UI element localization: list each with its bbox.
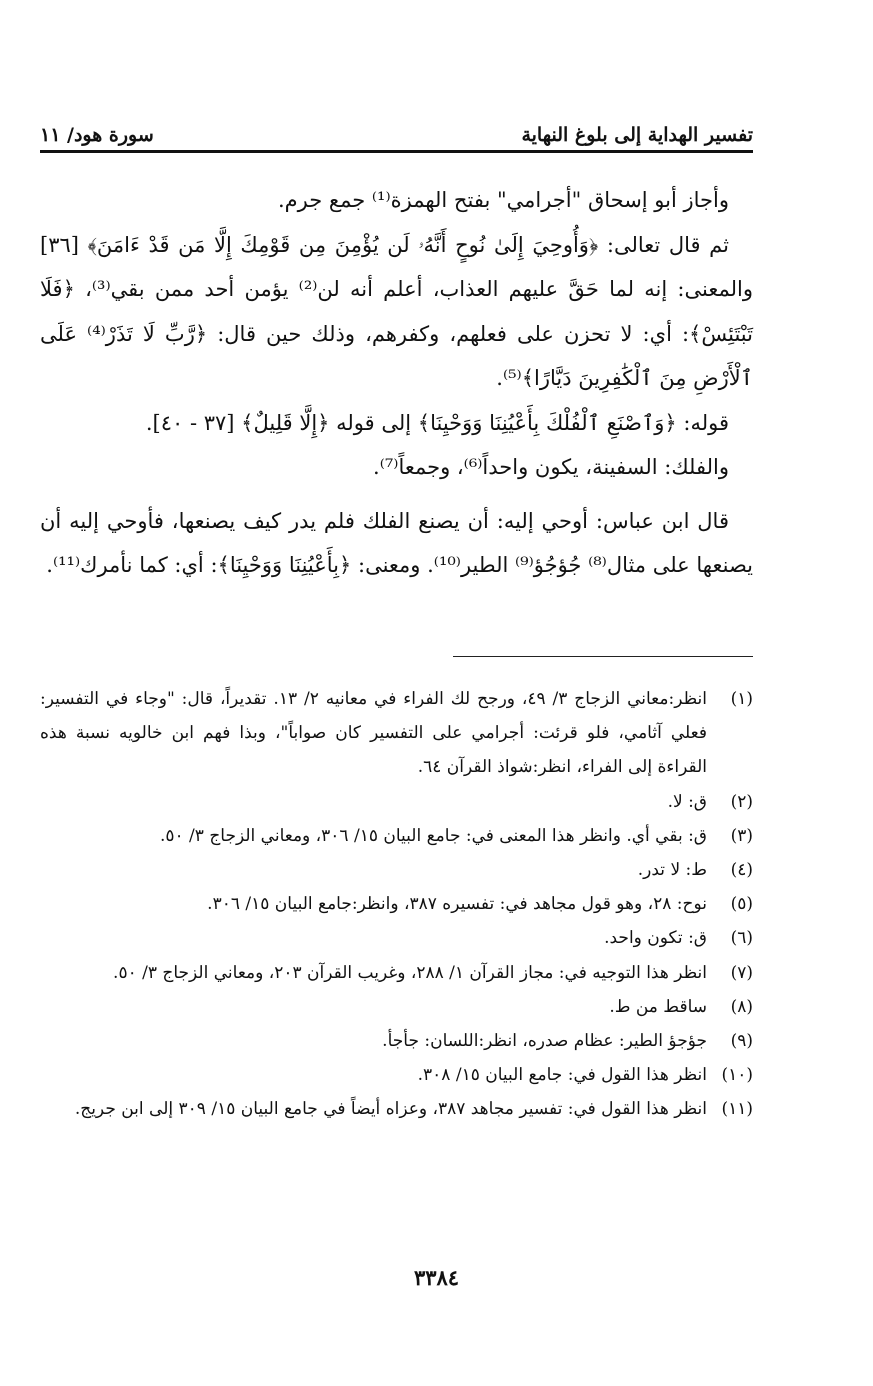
footnote-11 bbox=[40, 1092, 753, 1126]
paragraph-3: قوله: ﴿وَٱصْنَعِ ٱلْفُلْكَ بِأَعْيُنِنَا وَوَحْيِنَا﴾ إلى قوله ﴿إِلَّا قَلِيلٌ﴾ [٣٧ - ٤٠]. bbox=[145, 410, 729, 435]
footnote-text: جؤجؤ الطير: عظام صدره، انظر:اللسان: جأجأ. bbox=[382, 1031, 707, 1052]
footnote-number: (٣) bbox=[730, 825, 753, 846]
page-number: ٣٣٨٤ bbox=[413, 1265, 460, 1290]
footnote-number: (٩) bbox=[730, 1031, 753, 1052]
footnote-6 bbox=[40, 921, 753, 955]
footnote-number: (٧) bbox=[730, 962, 753, 983]
footnote-divider bbox=[453, 656, 753, 657]
footnote-4 bbox=[40, 853, 753, 887]
footnote-text: ق: تكون واحد. bbox=[604, 928, 707, 949]
footnote-text: انظر:معاني الزجاج ٣/ ٤٩، ورجح لك الفراء في معانيه ٢/ ١٣. تقديراً، قال: "وجاء في التفسير: فعلي آثامي، فلو قرئت: أجرامي على التفسير كان صواباً"، وبذا فهم ابن خالويه نسبة هذه القراءة إلى الفراء، انظر:شواذ القرآن ٦٤. bbox=[40, 689, 707, 778]
footnote-7 bbox=[40, 956, 753, 990]
footnote-9 bbox=[40, 1024, 753, 1058]
running-header bbox=[40, 112, 753, 153]
footnote-text: انظر هذا التوجيه في: مجاز القرآن ١/ ٢٨٨، وغريب القرآن ٢٠٣، ومعاني الزجاج ٣/ ٥٠. bbox=[113, 962, 707, 983]
footnotes bbox=[40, 682, 753, 1127]
footnote-number: (٢) bbox=[730, 791, 753, 812]
footnote-1 bbox=[40, 682, 753, 785]
footnote-number: (٥) bbox=[730, 894, 753, 915]
footnote-5 bbox=[40, 887, 753, 921]
paragraph-2: ثم قال تعالى: ﴿وَأُوحِيَ إِلَىٰ نُوحٍ أَنَّهُۥ لَن يُؤْمِنَ مِن قَوْمِكَ إِلَّا مَن قَدْ ءَامَنَ﴾ [٣٦] والمعنى: إنه لما حَقَّ عليهم العذاب، أعلم أنه لن⁽²⁾ يؤمن أحد ممن بقي⁽³⁾، ﴿فَلَا تَبْتَئِسْ﴾: أي: لا تحزن على فعلهم، وكفرهم، وذلك حين قال: ﴿رَّبِّ لَا تَذَرْ⁽⁴⁾ عَلَى ٱلْأَرْضِ مِنَ ٱلْكَٰفِرِينَ دَيَّارًا﴾⁽⁵⁾. bbox=[40, 232, 753, 390]
footnote-number: (١١) bbox=[721, 1099, 753, 1120]
main-text bbox=[40, 178, 753, 588]
footnote-text: ق: بقي أي. وانظر هذا المعنى في: جامع البيان ١٥/ ٣٠٦، ومعاني الزجاج ٣/ ٥٠. bbox=[159, 825, 707, 846]
footnote-text: انظر هذا القول في: تفسير مجاهد ٣٨٧، وعزاه أيضاً في جامع البيان ١٥/ ٣٠٩ إلى ابن جريج. bbox=[74, 1099, 707, 1120]
footnote-text: ط: لا تدر. bbox=[637, 860, 707, 881]
footnote-8 bbox=[40, 990, 753, 1024]
footnote-number: (٨) bbox=[730, 996, 753, 1017]
paragraph-5: قال ابن عباس: أوحي إليه: أن يصنع الفلك فلم يدر كيف يصنعها، فأوحي إليه أن يصنعها على مثال⁽⁸⁾ جُؤجُؤ⁽⁹⁾ الطير⁽¹⁰⁾. ومعنى: ﴿بِأَعْيُنِنَا وَوَحْيِنَا﴾: أي: كما نأمرك⁽¹¹⁾. bbox=[40, 508, 753, 577]
surah-label: سورة هود/ ١١ bbox=[40, 124, 154, 146]
footnote-number: (٦) bbox=[730, 928, 753, 949]
footnote-number: (٤) bbox=[730, 860, 753, 881]
footnote-number: (١) bbox=[730, 689, 753, 709]
footnote-text: ساقط من ط. bbox=[609, 996, 707, 1017]
footnote-text: ق: لا. bbox=[667, 791, 707, 812]
paragraph-4: والفلك: السفينة، يكون واحداً⁽⁶⁾، وجمعاً⁽⁷⁾. bbox=[373, 455, 729, 479]
paragraph-1: وأجاز أبو إسحاق "أجرامي" بفتح الهمزة⁽¹⁾ جمع جرم. bbox=[277, 188, 729, 212]
footnote-text: انظر هذا القول في: جامع البيان ١٥/ ٣٠٨. bbox=[417, 1065, 707, 1086]
footnote-text: نوح: ٢٨، وهو قول مجاهد في: تفسيره ٣٨٧، وانظر:جامع البيان ١٥/ ٣٠٦. bbox=[207, 894, 707, 915]
footnote-number: (١٠) bbox=[721, 1065, 753, 1086]
book-title: تفسير الهداية إلى بلوغ النهاية bbox=[521, 124, 753, 146]
footnote-2 bbox=[40, 785, 753, 819]
footnote-3 bbox=[40, 819, 753, 853]
footnote-10 bbox=[40, 1058, 753, 1092]
